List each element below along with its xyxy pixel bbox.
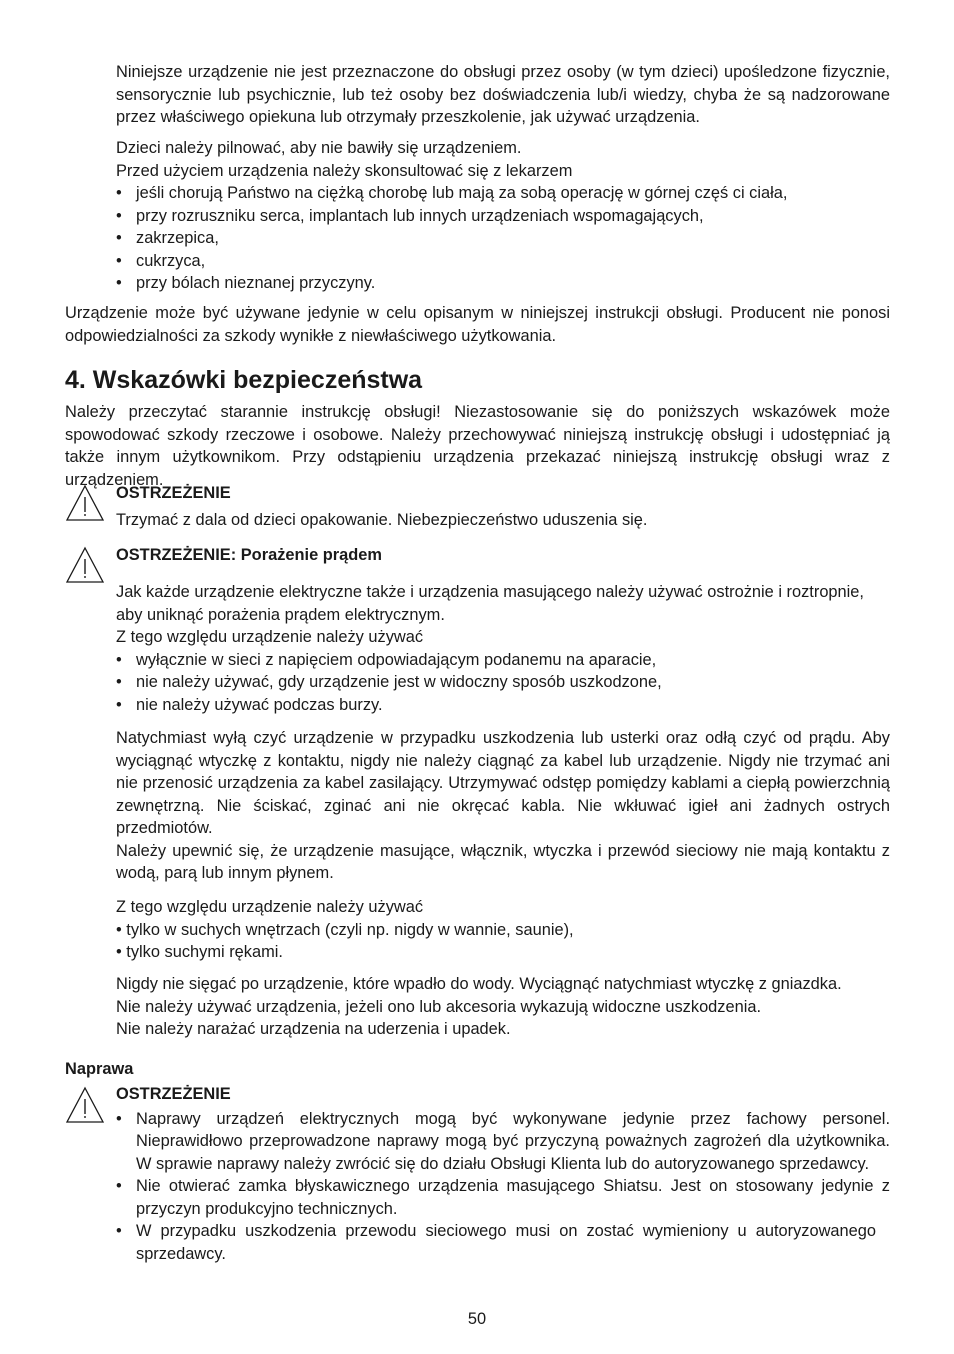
water-warning-block: Nigdy nie sięgać po urządzenie, które wpadło do wody. Wyciągnąć natychmiast wtyczkę z gniazdka. Nie należy używać urządzenia, jeżeli ono lub akcesoria wykazują widoczne uszkodzenia. Nie należy narażać urządzenia na uderzenia i upadek. [116,975,842,1038]
bullet-icon: • [116,184,122,202]
bullet-icon: • [116,1222,122,1240]
list-item: • tylko suchymi rękami. [116,943,283,961]
warning-text: Trzymać z dala od dzieci opakowanie. Niebezpieczeństwo uduszenia się. [116,510,648,529]
warning-title: OSTRZEŻENIE [116,484,231,502]
repair-heading: Naprawa [65,1060,134,1078]
warning-triangle-icon [65,484,105,522]
section-intro: Należy przeczytać starannie instrukcję obsługi! Niezastosowanie się do poniższych wskazówek może spowodować szkody rzeczowe i osobowe. Należy przechowywać niniejszą instrukcję obsługi i udostępniać ją także innym użytkownikom. Przy odstąpieniu urządzenia przekazać niniejszą instrukcję obsługi wraz z urządzeniem. [65,403,890,489]
bullet-icon: • [116,229,122,247]
consult-block [116,137,890,295]
list-item: • cukrzyca, [116,250,890,273]
list-item: • przy bólach nieznanej przyczyny. [116,272,890,295]
bullet-icon: • [116,673,122,691]
list-item: • nie należy używać, gdy urządzenie jest w widoczny sposób uszkodzone, [116,671,890,694]
warning-triangle-icon [65,1086,105,1124]
bullet-icon: • [116,695,122,714]
warning-packaging [116,482,890,531]
intended-use-paragraph: Urządzenie może być używane jedynie w celu opisanym w niniejszej instrukcji obsługi. Producent nie ponosi odpowiedzialności za szkody wynikłe z niewłaściwego użytkowania. [65,304,890,345]
warning-triangle-icon [65,546,105,584]
intro-paragraph [116,61,890,129]
warning-title: OSTRZEŻENIE: Porażenie prądem [116,546,382,564]
section-title: 4. Wskazówki bezpieczeństwa [65,366,423,394]
list-item: • tylko w suchych wnętrzach (czyli np. nigdy w wannie, saunie), [116,920,574,939]
list-item: • Nie otwierać zamka błyskawicznego urządzenia masującego Shiatsu. Jest on stosowany jedynie z przyczyn produkcyjno technicznych. [116,1175,890,1220]
repair-heading-block [65,1058,890,1081]
list-item: • wyłącznie w sieci z napięciem odpowiadającym podanemu na aparacie, [116,649,890,672]
page-number: 50 [467,1310,487,1328]
repair-warning [116,1083,890,1265]
children-note: Dzieci należy pilnować, aby nie bawiły się urządzeniem. [116,139,522,157]
list-item: • Naprawy urządzeń elektrycznych mogą być wykonywane jedynie przez fachowy personel. Nieprawidłowo przeprowadzone naprawy mogą być przyczyną poważnych zagrożeń dla użytkownika. W sprawie naprawy należy zwrócić się do działu Obsługi Klienta lub do autoryzowanego sprzedawcy. [116,1108,890,1176]
list-item: • przy rozruszniku serca, implantach lub innych urządzeniach wspomagających, [116,205,890,228]
bullet-icon: • [116,274,122,292]
dry-use-block: Z tego względu urządzenie należy używać • tylko w suchych wnętrzach (czyli np. nigdy w wannie, saunie), • tylko suchymi rękami. [116,896,890,964]
bullet-icon: • [116,1177,122,1195]
list-item: • W przypadku uszkodzenia przewodu sieciowego musi on zostać wymieniony u autoryzowanego sprzedawcy. [116,1220,890,1265]
unplug-paragraph: Natychmiast wyłą czyć urządzenie w przypadku uszkodzenia lub usterki oraz odłą czyć od prądu. Aby wyciągnąć wtyczkę z kontaktu, nigdy nie należy ciągnąć za kabel lub urządzenie. Nigdy nie trzymać ani nie przenosić urządzenia za kabel zasilający. Utrzymywać odstęp pomiędzy kablami a ciepłą powierzchnią zewnętrzną. Nie ściskać, zginać ani nie okręcać kabla. Nie wkłuwać igieł ani żadnych ostrych przedmiotów. Należy upewnić się, że urządzenie masujące, włącznik, wtyczka i przewód sieciowy nie mają kontaktu z wodą, parą lub innym płynem. [116,729,890,882]
list-item: • zakrzepica, [116,227,890,250]
bullet-icon: • [116,650,122,669]
list-item: • nie należy używać podczas burzy. [116,694,890,717]
bullet-icon: • [116,251,122,270]
warning-title: OSTRZEŻENIE [116,1085,231,1103]
consult-doctor-note: Przed użyciem urządzenia należy skonsultować się z lekarzem [116,161,573,180]
intro-text: Niniejsze urządzenie nie jest przeznaczone do obsługi przez osoby (w tym dzieci) upośledzone fizycznie, sensorycznie lub psychicznie, lub też osoby bez doświadczenia lub/i wiedzy, chyba że są nadzorowane przez właściwego opiekuna lub otrzymały przeszkolenie, jak używać urządzenia. [116,63,890,126]
electric-shock-paragraph: Jak każde urządzenie elektryczne także i urządzenia masującego należy używać ostrożnie i roztropnie, aby uniknąć porażenia prądem elektrycznym. Z tego względu urządzenie należy używać • wyłącznie w sieci z napięciem odpowiadającym podanemu na aparacie, • nie należy używać, gdy urządzenie jest w widoczny sposób uszkodzone, • nie należy używać podczas burzy. [116,581,890,716]
bullet-icon: • [116,206,122,225]
warning-electric-shock-title-block [116,544,890,567]
bullet-icon: • [116,1109,122,1128]
list-item: • jeśli chorują Państwo na ciężką chorobę lub mają za sobą operację w górnej częś ci ciała, [116,182,890,205]
